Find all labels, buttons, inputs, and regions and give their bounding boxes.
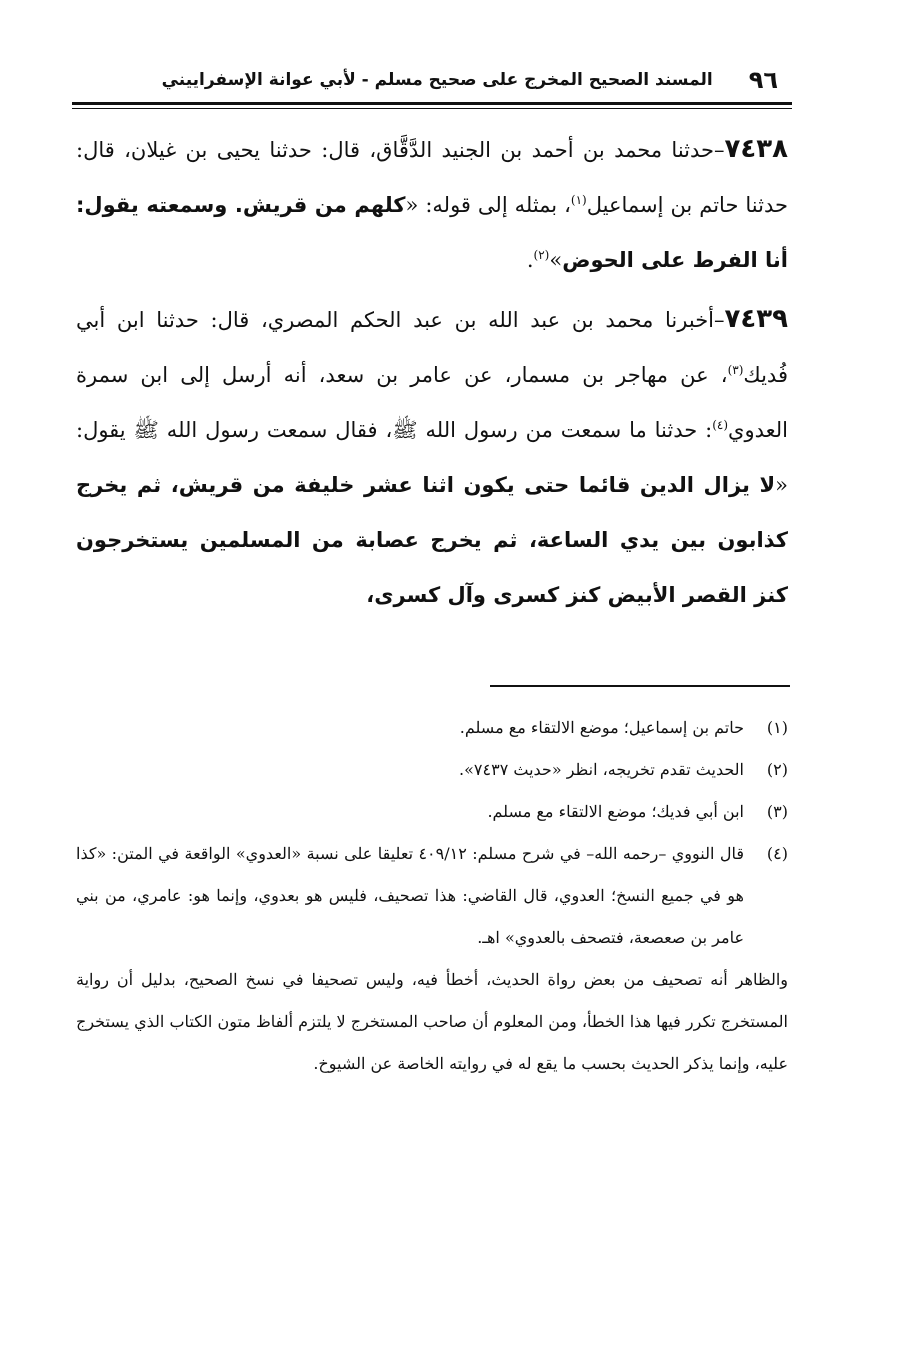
footnote-number: (٤) — [766, 844, 788, 863]
footnote-number: (٢) — [766, 760, 788, 779]
main-text — [76, 122, 788, 623]
hadith-text: ، عن مهاجر بن مسمار، عن عامر بن سعد، أنه أرسل إلى ابن سمرة العدوي — [76, 363, 788, 442]
hadith-text: : حدثنا ما سمعت من رسول الله ﷺ، فقال سمعت رسول الله ﷺ يقول: « — [76, 418, 788, 497]
footnotes — [76, 707, 788, 1085]
hadith-text: ، بمثله إلى قوله: « — [405, 193, 571, 217]
hadith-7438-paragraph — [76, 122, 788, 288]
hadith-number: ٧٤٣٩ — [724, 304, 788, 334]
hadith-text: –أخبرنا محمد بن عبد الله بن عبد الحكم المصري، قال: حدثنا ابن أبي فُديك — [76, 308, 788, 387]
header-rule-thin — [72, 108, 792, 109]
footnote-marker: (١) — [570, 193, 587, 207]
footnote — [76, 833, 788, 959]
footnote — [76, 707, 788, 749]
footnote-text: قال النووي –رحمه الله– في شرح مسلم: ٤٠٩/١٢ تعليقا على نسبة «العدوي» الواقعة في المتن: «كذا هو في جميع النسخ؛ العدوي، قال القاضي: هذا تصحيف، فليس هو بعدوي، وإنما هو: عامري، من بني عامر بن صعصعة، فتصحف بالعدوي» اهـ. — [76, 844, 744, 947]
running-header — [72, 62, 792, 98]
footnote-text: ابن أبي فديك؛ موضع الالتقاء مع مسلم. — [487, 802, 744, 821]
footnote-marker: (٢) — [533, 248, 550, 262]
footnote-text: حاتم بن إسماعيل؛ موضع الالتقاء مع مسلم. — [459, 718, 744, 737]
footnote-marker: (٣) — [727, 363, 744, 377]
hadith-7439-paragraph — [76, 292, 788, 623]
hadith-number: ٧٤٣٨ — [724, 134, 788, 164]
footnote — [76, 791, 788, 833]
footnote — [76, 749, 788, 791]
hadith-text: » — [549, 248, 563, 272]
hadith-text: . — [526, 248, 534, 272]
book-title: المسند الصحيح المخرج على صحيح مسلم - لأبي عوانة الإسفراييني — [161, 70, 713, 90]
footnote-number: (١) — [766, 718, 788, 737]
footnote-number: (٣) — [766, 802, 788, 821]
hadith-matn: كلهم من قريش. وسمعته يقول: أنا الفرط على الحوض — [76, 193, 788, 272]
page-number: ٩٦ — [748, 66, 778, 94]
footnote-separator — [490, 685, 790, 687]
hadith-text: –حدثنا محمد بن أحمد بن الجنيد الدَّقَّاق، قال: حدثنا يحيى بن غيلان، قال: حدثنا حاتم بن إسماعيل — [76, 138, 788, 217]
footnote-continuation: والظاهر أنه تصحيف من بعض رواة الحديث، أخطأ فيه، وليس تصحيفا في نسخ الصحيح، بدليل أن رواية المستخرج تكرر فيها هذا الخطأ، ومن المعلوم أن صاحب المستخرج لا يلتزم ألفاظ متون الكتاب الذي يستخرج عليه، وإنما يذكر الحديث بحسب ما يقع له في روايته الخاصة عن الشيوخ. — [76, 970, 788, 1073]
hadith-matn: لا يزال الدين قائما حتى يكون اثنا عشر خليفة من قريش، ثم يخرج كذابون بين يدي الساعة، ثم يخرج عصابة من المسلمين يستخرجون كنز القصر الأبيض كنز كسرى وآل كسرى، — [76, 473, 788, 607]
footnote-marker: (٤) — [712, 418, 729, 432]
header-rule-thick — [72, 102, 792, 105]
footnote-text: الحديث تقدم تخريجه، انظر «حديث ٧٤٣٧». — [459, 760, 744, 779]
